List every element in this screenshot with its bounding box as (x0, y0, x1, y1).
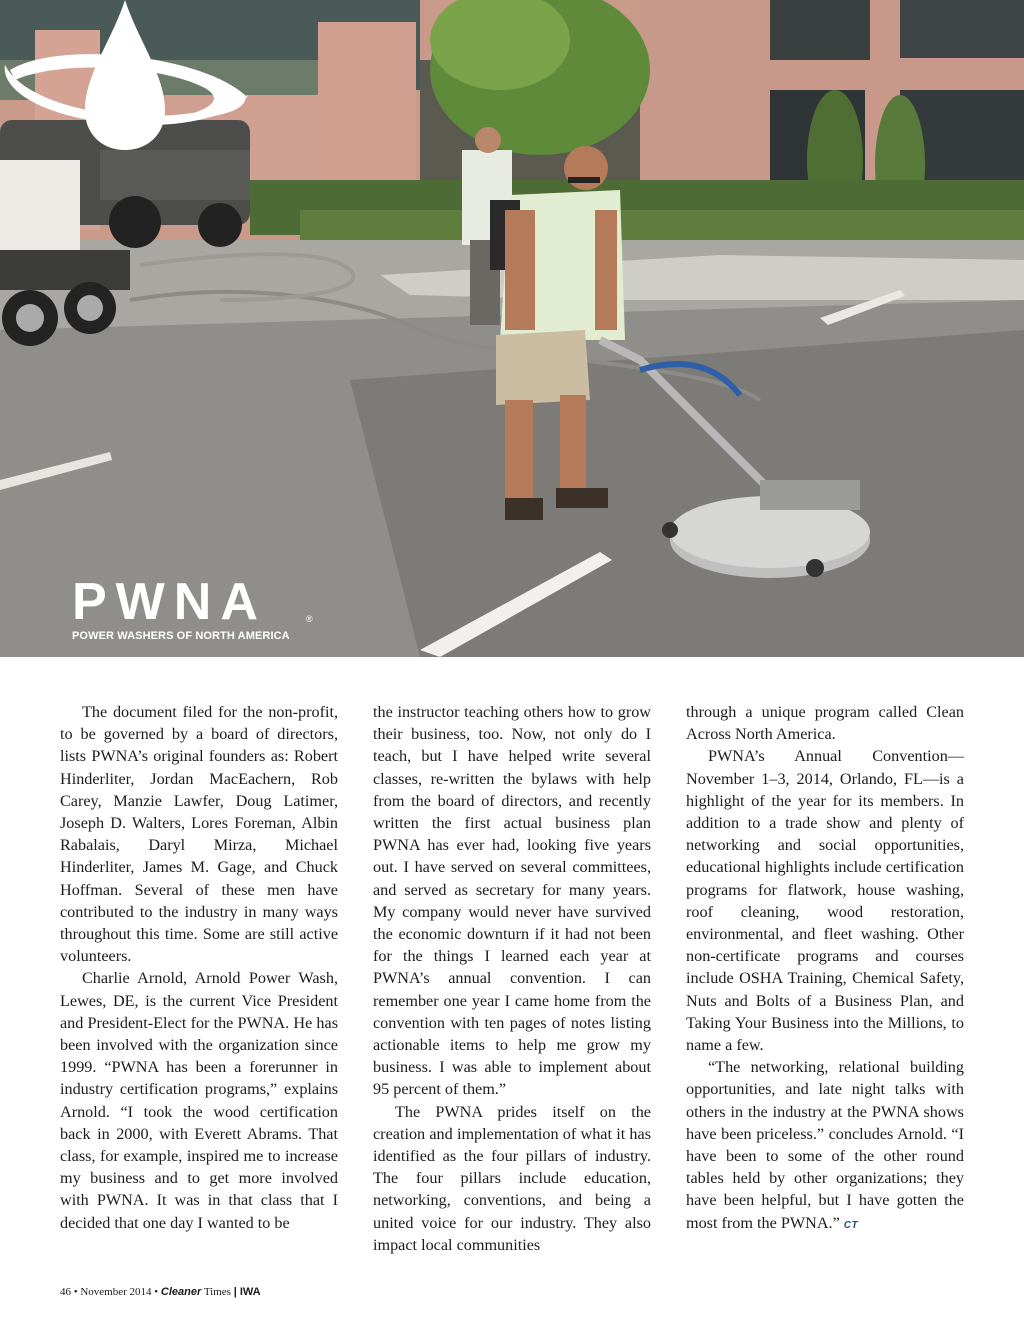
paragraph-continued: the instructor teaching others how to grow their business, too. Now, not only do I teach, but I have helped write several classes, re-written the bylaws with help from the board of directors, and recently written the first actual business plan PWNA has ever had, looking five years out. I have served on several committees, and served as secretary for many years. My company would never have survived the economic downturn if it had not been for the things I learned each year at PWNA’s annual convention. I can remember one year I came home from the convention with ten pages of notes listing actionable items to help me grow my business. I was able to implement about 95 percent of them.” (373, 703, 651, 1099)
paragraph: The PWNA prides itself on the creation and implementation of what it has identified as the four pillars of industry. The four pillars include education, networking, conventions, and being a united voice for our industry. They also impact local communities (373, 1102, 651, 1254)
paragraph: PWNA’s Annual Convention—November 1–3, 2014, Orlando, FL—is a highlight of the year for its members. In addition to a trade show and plenty of networking and social opportunities, educational highlights include certification programs for flatwork, house washing, roof cleaning, wood restoration, environmental, and fleet washing. Other non-certificate programs and courses include OSHA Training, Chemical Safety, Nuts and Bolts of a Business Plan, and Taking Your Business into the Millions, to name a few. (686, 747, 964, 1055)
article-column-1 (60, 701, 338, 1234)
paragraph-final (686, 1056, 964, 1237)
magazine-name-part1: Cleaner (160, 1286, 202, 1298)
footer-separator: • (73, 1286, 78, 1298)
article-photo (0, 0, 1024, 657)
paragraph: Charlie Arnold, Arnold Power Wash, Lewes, DE, is the current Vice President and President-Elect for the PWNA. He has been involved with the organization since 1999. “PWNA has been a forerunner in industry certification programs,” explains Arnold. “I took the wood certification back in 2000, with Everett Abrams. That class, for example, inspired me to increase my business and to get more involved with PWNA. It was in that class that I decided that one day I wanted to be (60, 969, 338, 1232)
paragraph: The document filed for the non-profit, to be governed by a board of directors, lists PWNA’s original founders as: Robert Hinderliter, Jordan MacEachern, Rob Carey, Manzie Lawfer, Doug Latimer, Joseph D. Walters, Lores Foreman, Albin Rabalais, Daryl Mirza, Michael Hinderliter, James M. Gage, and Chuck Hoffman. Several of these men have contributed to the industry in many ways throughout this time. Some are still active volunteers. (60, 703, 338, 966)
magazine-name-part3: | IWA (233, 1286, 261, 1298)
paragraph-text: “The networking, relational building opportunities, and late night talks with others in the industry at the PWNA shows have been priceless.” concludes Arnold. “I have been to some of the other round tables held by other organizations; they have been helpful, but I have gotten the most from the PWNA.” (686, 1058, 964, 1232)
pwna-logo-icon (0, 0, 250, 230)
magazine-name-part2: Times (203, 1286, 231, 1298)
logo-wordmark: PWNA (72, 573, 267, 631)
article-column-3 (686, 701, 964, 1237)
logo-registered-mark: ® (306, 614, 313, 624)
page-footer (60, 1286, 261, 1298)
issue-date: November 2014 (80, 1286, 152, 1298)
article-column-2 (373, 701, 651, 1256)
footer-separator: • (154, 1286, 159, 1298)
end-mark: CT (843, 1219, 859, 1231)
page-number: 46 (60, 1286, 71, 1298)
logo-tagline: POWER WASHERS OF NORTH AMERICA (72, 630, 290, 642)
paragraph-continued: through a unique program called Clean Across North America. (686, 703, 964, 744)
